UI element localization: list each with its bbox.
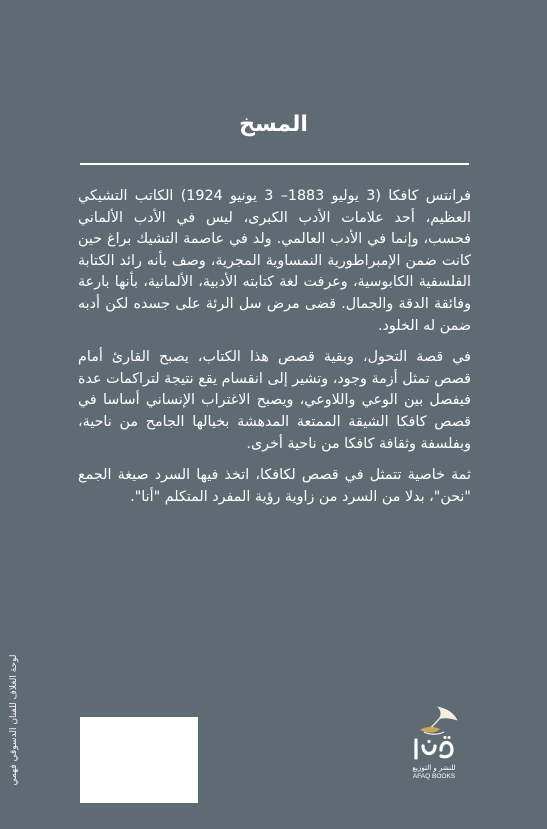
cover-art-credit: لوحة الغلاف للفنان الدسوقي فهمي xyxy=(9,654,19,786)
barcode-placeholder xyxy=(80,717,198,803)
synopsis-paragraph-2: في قصة التحول، وبقية قصص هذا الكتاب، يصبح القارئ أمام قصص تمثل أزمة وجود، وتشير إلى انقسام يقع نتيجة لتراكمات عدة فيفصل بين الوعي واللاوعي، ويصبح الاغتراب الإنساني أساسا في قصص كافكا الشيقة الممتعة المدهشة بخيالها الجامح من ناحية، وبفلسفة وثقافة كافكا من ناحية أخرى. xyxy=(78,349,471,452)
title-divider xyxy=(80,163,469,165)
book-title: المسخ xyxy=(239,112,308,137)
synopsis-paragraph-3: ثمة خاصية تتمثل في قصص لكافكا، اتخذ فيها السرد صيغة الجمع "نحن"، بدلا من السرد من زاوية رؤية المفرد المتكلم "أنا". xyxy=(78,467,471,505)
synopsis xyxy=(78,186,471,518)
publisher-arabic-line: للنشر و التوزيع xyxy=(412,764,456,772)
synopsis-paragraph-1: فرانتس كافكا (3 يوليو 1883– 3 يونيو 1924) الكاتب التشيكي العظيم، أحد علامات الأدب الكبرى، ليس في الأدب الألماني فحسب، وإنما في الأدب العالمي. ولد في عاصمة التشيك براغ حين كانت ضمن الإمبراطورية النمساوية المجرية، وصف بأنه رائد الكتابة الفلسفية الكابوسية، وعرفت لغة كتابته الأدبية، الألمانية، بأنها بارعة وفائقة الدقة والجمال. قضى مرض سل الرئة على جسده لكن أدبه ضمن له الخلود. xyxy=(78,188,471,334)
afaq-books-logo-icon xyxy=(404,704,464,764)
publisher-logo xyxy=(404,704,464,799)
publisher-english-line: AFAQ BOOKS xyxy=(412,773,456,780)
